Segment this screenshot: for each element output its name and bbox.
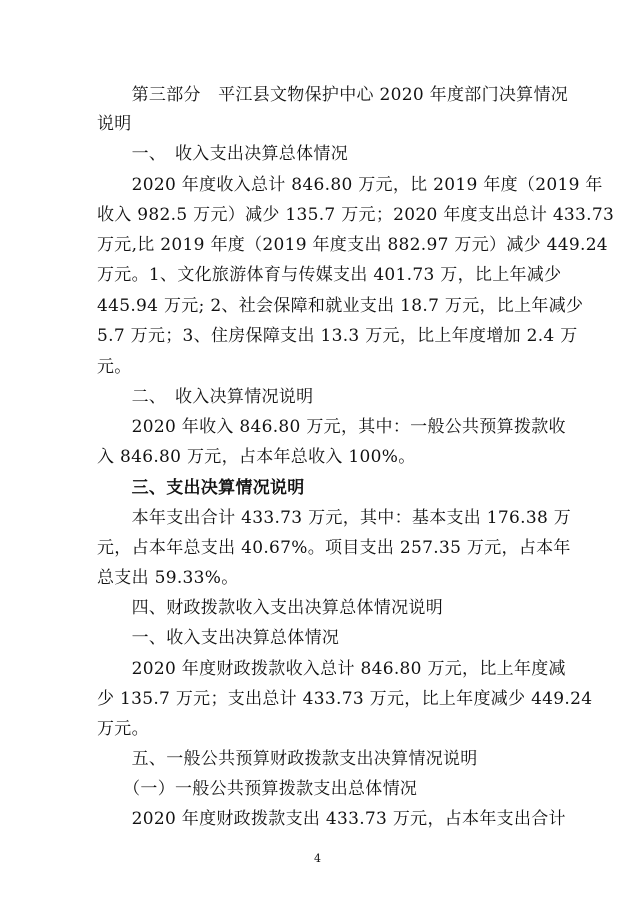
paragraph-line: 总支出 59.33%。 — [97, 568, 239, 588]
page-number: 4 — [314, 852, 321, 865]
paragraph-line: 收入 982.5 万元）减少 135.7 万元；2020 年度支出总计 433.73 — [97, 205, 615, 225]
section-heading-5: 五、一般公共预算财政拨款支出决算情况说明 — [97, 749, 478, 769]
paragraph-line: 元，占本年总支出 40.67%。项目支出 257.35 万元，占本年 — [97, 538, 571, 558]
subsection-heading: 一、收入支出决算总体情况 — [97, 628, 340, 648]
section-heading-3: 三、支出决算情况说明 — [97, 478, 305, 498]
paragraph-line: 万元,比 2019 年度（2019 年度支出 882.97 万元）减少 449.24 — [97, 235, 608, 255]
part-title-line-2: 说明 — [97, 114, 132, 134]
paragraph-line: 元。 — [97, 357, 132, 377]
paragraph-line: 入 846.80 万元，占本年总收入 100%。 — [97, 447, 416, 467]
section-heading-2: 二、 收入决算情况说明 — [97, 387, 314, 407]
paragraph-line: 2020 年度收入总计 846.80 万元，比 2019 年度（2019 年 — [97, 175, 603, 195]
part-title-line-1: 第三部分 平江县文物保护中心 2020 年度部门决算情况 — [97, 85, 569, 105]
section-heading-1: 一、 收入支出决算总体情况 — [97, 144, 348, 164]
paragraph-line: 万元。 — [97, 719, 149, 739]
paragraph-line: 2020 年度财政拨款收入总计 846.80 万元，比上年度减 — [97, 659, 566, 679]
paragraph-line: 5.7 万元；3、住房保障支出 13.3 万元，比上年度增加 2.4 万 — [97, 326, 578, 346]
paragraph-line: 万元。1、文化旅游体育与传媒支出 401.73 万，比上年减少 — [97, 265, 562, 285]
paragraph-line: 少 135.7 万元；支出总计 433.73 万元，比上年度减少 449.24 — [97, 689, 593, 709]
subsection-heading: （一）一般公共预算拨款支出总体情况 — [97, 779, 418, 799]
paragraph-line: 445.94 万元; 2、社会保障和就业支出 18.7 万元，比上年减少 — [97, 296, 584, 316]
paragraph-line: 2020 年度财政拨款支出 433.73 万元，占本年支出合计 — [97, 809, 566, 829]
paragraph-line: 本年支出合计 433.73 万元，其中：基本支出 176.38 万 — [97, 508, 572, 528]
paragraph-line: 2020 年收入 846.80 万元，其中：一般公共预算拨款收 — [97, 417, 566, 437]
section-heading-4: 四、财政拨款收入支出决算总体情况说明 — [97, 598, 443, 618]
